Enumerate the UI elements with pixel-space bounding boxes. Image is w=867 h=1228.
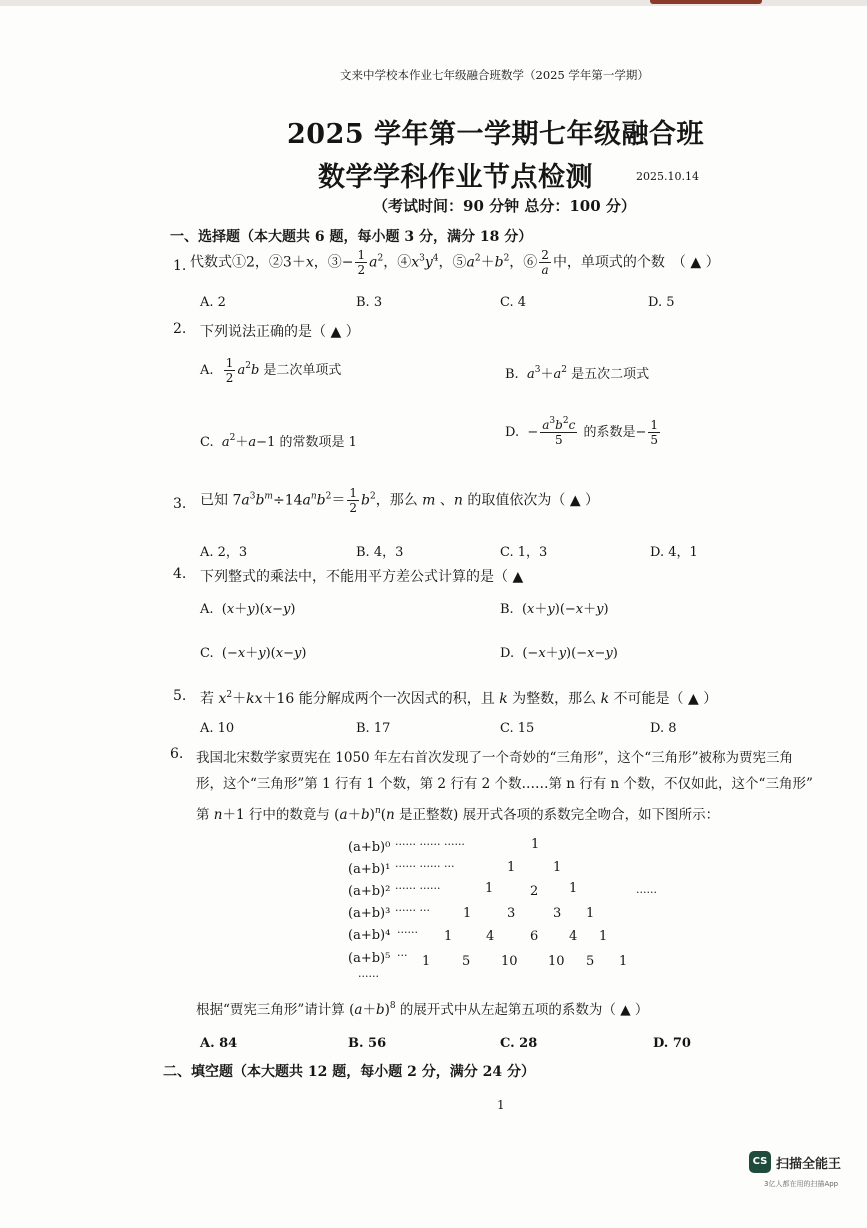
q6-option-a: A. 84 [200, 1036, 238, 1051]
exam-date: 2025.10.14 [636, 170, 699, 183]
watermark-name: 扫描全能王 [776, 1157, 842, 1172]
q6-option-d: D. 70 [653, 1036, 691, 1051]
q2-option-b: B. $a^3+a^2$ 是五次二项式 [505, 365, 650, 382]
q1-option-a: A. 2 [200, 295, 226, 310]
q2-option-a-text: 是二次单项式 [263, 363, 342, 378]
q1-option-c: C. 4 [500, 295, 527, 310]
binder-clip-mark [650, 0, 762, 4]
q4-number: 4. [173, 566, 187, 582]
triangle-trail-dots: ······ [358, 970, 379, 983]
section-1-heading: 一、选择题（本大题共 6 题，每小题 3 分，满分 18 分） [170, 229, 533, 245]
triangle-num: 1 [586, 906, 595, 921]
triangle-row-4-label: (a+b)⁴ [348, 928, 391, 943]
q2-stem: 下列说法正确的是（ ▲ ） [200, 324, 360, 340]
q6-line-3: 第 n＋1 行中的数竟与 $(a+b)^n(n$ 是正整数) 展开式各项的系数完全吻合，如下图所示： [196, 806, 720, 823]
triangle-num: 1 [463, 906, 472, 921]
q6-option-c: C. 28 [500, 1036, 538, 1051]
q1-option-d: D. 5 [648, 295, 675, 310]
q2-option-a: A. $\frac{1}{2}$ $a^2b$ 是二次单项式 [200, 356, 342, 385]
q4-option-b: B. (x＋y)(−x＋y) [500, 602, 609, 617]
triangle-num: 4 [486, 929, 495, 944]
q5-option-a: A. 10 [200, 721, 235, 736]
q6-number: 6. [170, 746, 184, 762]
triangle-num: 1 [507, 860, 516, 875]
triangle-num: 1 [569, 881, 578, 896]
triangle-row-2-label: (a+b)² [348, 884, 391, 899]
q1-stem: 代数式①2，②3＋x，③− $\frac{1}{2}$ $a^2$，$④x^3y^4$，$⑤a^2+b^2$，⑥ $\frac{2}{a}$ 中，单项式的个数 （ ▲ ） [190, 248, 720, 277]
triangle-row-5-dots: ··· [397, 949, 408, 962]
q1-number: 1. [173, 258, 187, 274]
q4-option-c: C. (−x＋y)(x−y) [200, 646, 307, 661]
camscanner-logo: CS [749, 1151, 771, 1173]
triangle-num: 3 [507, 906, 516, 921]
title-line-2: 数学学科作业节点检测 [318, 162, 593, 193]
q4-stem: 下列整式的乘法中，不能用平方差公式计算的是（ ▲ [200, 569, 524, 585]
triangle-num: 1 [444, 929, 453, 944]
q3-option-c: C. 1，3 [500, 545, 548, 560]
q2-option-c-text: 的常数项是 1 [279, 435, 357, 450]
triangle-num: 10 [501, 954, 518, 969]
triangle-side-dots: ······ [636, 886, 657, 899]
triangle-num: 4 [569, 929, 578, 944]
q6-line-1: 我国北宋数学家贾宪在 1050 年左右首次发现了一个奇妙的“三角形”，这个“三角形”被称为贾宪三角 [196, 750, 794, 766]
q6-option-b: B. 56 [348, 1036, 387, 1051]
triangle-num: 3 [553, 906, 562, 921]
triangle-num: 6 [530, 929, 539, 944]
watermark-tagline: 3亿人都在用的扫描App [764, 1180, 839, 1188]
triangle-row-3-label: (a+b)³ [348, 906, 391, 921]
triangle-row-5-label: (a+b)⁵ [348, 951, 391, 966]
triangle-num: 5 [586, 954, 595, 969]
q2-option-b-text: 是五次二项式 [571, 367, 650, 382]
triangle-num: 1 [599, 929, 608, 944]
q4-option-a: A. (x＋y)(x−y) [200, 602, 296, 617]
q5-number: 5. [173, 688, 187, 704]
q6-question: 根据“贾宪三角形”请计算 $(a+b)^8$ 的展开式中从左起第五项的系数为（ ▲ ） [196, 1001, 649, 1018]
triangle-row-0-dots: ······ ······ ······ [395, 838, 465, 851]
triangle-num: 1 [619, 954, 628, 969]
q5-option-b: B. 17 [356, 721, 391, 736]
running-header: 文来中学校本作业七年级融合班数学（2025 学年第一学期） [340, 68, 649, 82]
triangle-num: 5 [462, 954, 471, 969]
q4-option-d: D. (−x＋y)(−x−y) [500, 646, 618, 661]
q2-option-c: C. $a^2+a-1$ 的常数项是 1 [200, 433, 357, 450]
q1-option-b: B. 3 [356, 295, 383, 310]
triangle-row-3-dots: ······ ··· [395, 904, 430, 917]
triangle-row-0-label: (a+b)⁰ [348, 840, 391, 855]
triangle-num: 1 [485, 881, 494, 896]
q3-option-d: D. 4，1 [650, 545, 698, 560]
q5-stem: 若 $x^2+kx+16$ 能分解成两个一次因式的积，且 k 为整数，那么 k 不可能是（ ▲ ） [200, 690, 718, 707]
q5-option-c: C. 15 [500, 721, 535, 736]
exam-info: （考试时间：90 分钟 总分：100 分） [373, 197, 636, 215]
q2-option-d: D. − $\frac{a^3b^2c}{5}$ 的系数是− $\frac{1}{5}$ [505, 416, 658, 447]
q3-option-a: A. 2，3 [200, 545, 248, 560]
q2-number: 2. [173, 321, 187, 337]
q2-option-d-text: 的系数是 [583, 425, 636, 440]
q6-line-2: 形，这个“三角形”第 1 行有 1 个数，第 2 行有 2 个数……第 n 行有 n 个数，不仅如此，这个“三角形” [196, 776, 813, 792]
triangle-num: 10 [548, 954, 565, 969]
q3-number: 3. [173, 496, 187, 512]
triangle-row-1-label: (a+b)¹ [348, 862, 391, 877]
triangle-num: 2 [530, 884, 539, 899]
q5-option-d: D. 8 [650, 721, 677, 736]
triangle-row-4-dots: ······ [397, 926, 418, 939]
page-number: 1 [497, 1098, 505, 1112]
triangle-row-1-dots: ······ ······ ··· [395, 860, 455, 873]
triangle-num: 1 [553, 860, 562, 875]
triangle-num: 1 [422, 954, 431, 969]
triangle-row-2-dots: ······ ······ [395, 882, 441, 895]
q3-stem: 已知 $7a^3b^m\div 14a^nb^2=$ $\frac{1}{2}$ $b^2$，那么 m 、n 的取值依次为（ ▲ ） [200, 486, 600, 515]
title-line-1: 2025 学年第一学期七年级融合班 [287, 119, 705, 150]
section-2-heading: 二、填空题（本大题共 12 题，每小题 2 分，满分 24 分） [163, 1064, 535, 1080]
q3-option-b: B. 4，3 [356, 545, 404, 560]
triangle-num: 1 [531, 837, 540, 852]
